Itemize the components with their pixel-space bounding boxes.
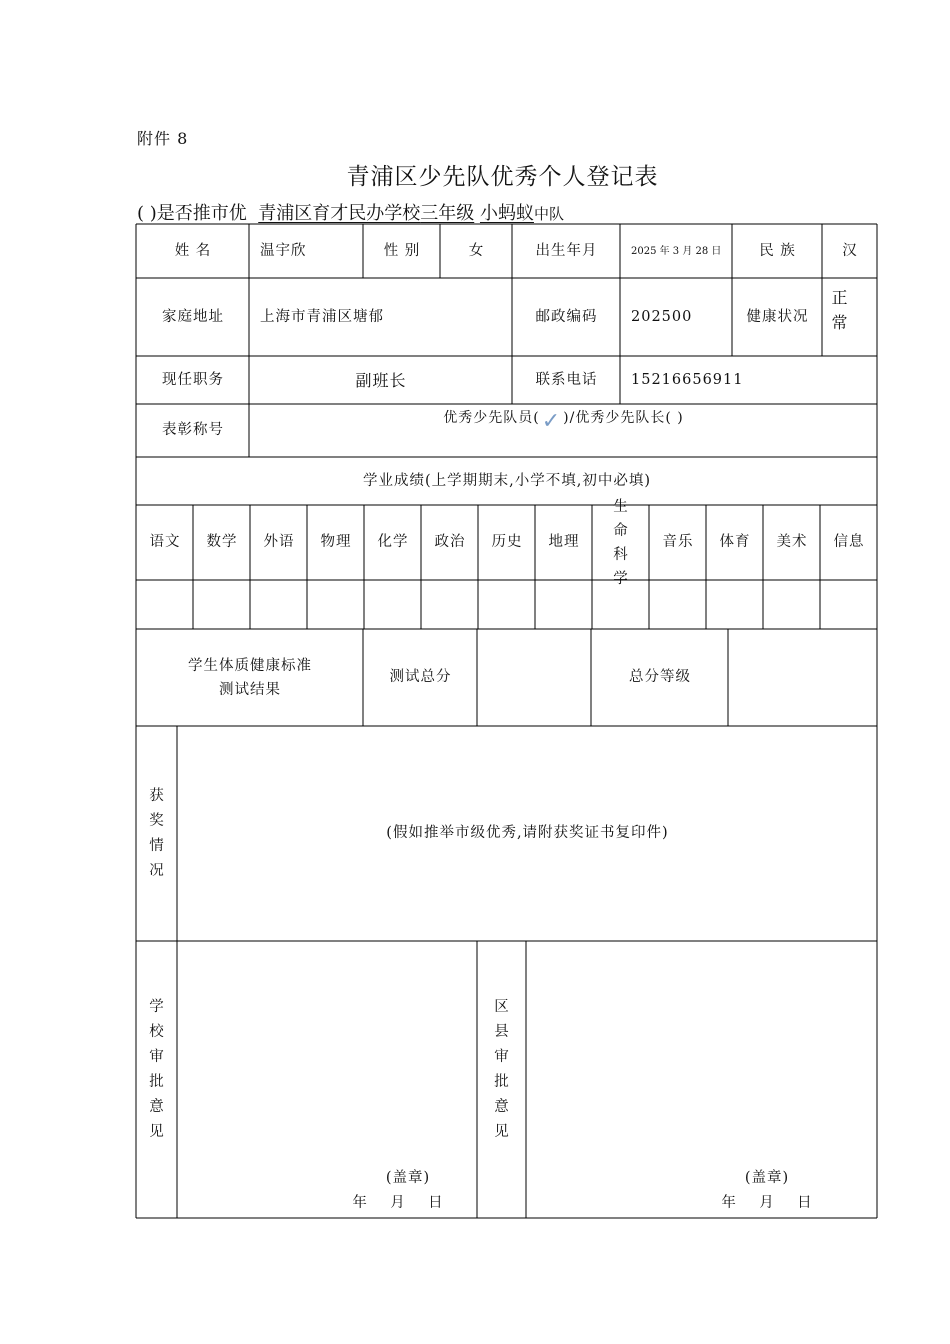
school-approval-char: 意 bbox=[149, 1099, 165, 1115]
squad-name[interactable]: 小蚂蚁 bbox=[479, 203, 534, 224]
grade-cell-art[interactable] bbox=[764, 581, 820, 629]
grade-cell-math[interactable] bbox=[194, 581, 250, 629]
health-label: 健康状况 bbox=[746, 308, 809, 325]
total-grade-field[interactable] bbox=[729, 630, 877, 726]
test-total-field[interactable] bbox=[478, 630, 591, 726]
check-icon: ✓ bbox=[541, 409, 562, 435]
grade-cell-foreign-language[interactable] bbox=[251, 581, 307, 629]
fitness-label bbox=[137, 630, 363, 726]
subject-history: 历史 bbox=[491, 534, 523, 551]
awards-label-char: 获 bbox=[149, 788, 165, 804]
postal-label: 邮政编码 bbox=[535, 308, 598, 325]
school-approval-field[interactable] bbox=[178, 942, 477, 1218]
awards-field[interactable] bbox=[178, 727, 877, 941]
name-field[interactable]: 温宇欣 bbox=[260, 242, 307, 259]
position-field[interactable]: 副班长 bbox=[355, 370, 407, 390]
recommend-prefix: ( )是否推市优 bbox=[137, 203, 247, 224]
grade-cell-history[interactable] bbox=[479, 581, 535, 629]
gender-label: 性 别 bbox=[383, 242, 421, 259]
school-approval-char: 批 bbox=[149, 1074, 165, 1090]
subject-foreign-language: 外语 bbox=[263, 534, 295, 551]
school-name[interactable]: 青浦区育才民办学校 bbox=[258, 203, 421, 224]
awards-note: (假如推举市级优秀,请附获奖证书复印件) bbox=[386, 825, 669, 842]
district-approval-char: 县 bbox=[494, 1024, 510, 1040]
district-approval-char: 区 bbox=[494, 999, 510, 1015]
awards-label bbox=[137, 727, 177, 941]
honor-option-member-end: ) bbox=[563, 409, 570, 426]
form-title: 青浦区少先队优秀个人登记表 bbox=[346, 164, 659, 190]
address-field[interactable]: 上海市青浦区塘郁 bbox=[260, 308, 384, 325]
grade-cell-chinese[interactable] bbox=[137, 581, 193, 629]
grade-cell-chemistry[interactable] bbox=[365, 581, 421, 629]
fitness-label-line2: 测试结果 bbox=[219, 682, 281, 698]
honor-option-member: 优秀少先队员( bbox=[443, 409, 540, 426]
phone-label: 联系电话 bbox=[535, 371, 598, 388]
school-approval-char: 见 bbox=[149, 1124, 165, 1140]
subject-chinese: 语文 bbox=[149, 534, 181, 551]
grade-cell-life-science[interactable] bbox=[593, 581, 649, 629]
district-approval-char: 意 bbox=[494, 1099, 510, 1115]
subject-chemistry: 化学 bbox=[377, 534, 409, 551]
subject-life-science: 生命科学 bbox=[613, 499, 629, 587]
district-approval-char: 批 bbox=[494, 1074, 510, 1090]
squad-suffix: 中队 bbox=[533, 205, 564, 223]
grade-name[interactable]: 三年级 bbox=[420, 203, 475, 224]
name-label: 姓 名 bbox=[174, 242, 212, 259]
subject-geography: 地理 bbox=[548, 534, 580, 551]
subject-music: 音乐 bbox=[662, 534, 694, 551]
position-label: 现任职务 bbox=[162, 371, 224, 388]
school-approval-char: 校 bbox=[149, 1024, 165, 1040]
birth-field[interactable]: 2025 年 3 月 28 日 bbox=[631, 245, 722, 257]
grade-cell-pe[interactable] bbox=[707, 581, 763, 629]
test-total-label: 测试总分 bbox=[389, 669, 452, 686]
total-grade-label: 总分等级 bbox=[629, 669, 691, 686]
subject-pe: 体育 bbox=[719, 534, 751, 551]
district-approval-char: 审 bbox=[494, 1049, 510, 1065]
grade-cell-politics[interactable] bbox=[422, 581, 478, 629]
school-approval-label bbox=[137, 942, 177, 1218]
fitness-label-line1: 学生体质健康标准 bbox=[188, 658, 312, 674]
district-date: 年 月 日 bbox=[721, 1195, 813, 1212]
grades-header: 学业成绩(上学期期末,小学不填,初中必填) bbox=[362, 472, 652, 489]
awards-label-char: 况 bbox=[149, 863, 165, 879]
subject-art: 美术 bbox=[776, 534, 808, 551]
subject-math: 数学 bbox=[206, 534, 238, 551]
subject-physics: 物理 bbox=[320, 534, 352, 551]
school-approval-char: 审 bbox=[149, 1049, 165, 1065]
district-seal: (盖章) bbox=[744, 1170, 790, 1187]
district-approval-field[interactable] bbox=[527, 942, 877, 1218]
attachment-label: 附件 8 bbox=[137, 129, 189, 148]
postal-field[interactable]: 202500 bbox=[631, 308, 693, 325]
phone-field[interactable]: 15216656911 bbox=[631, 371, 744, 388]
grade-cell-geography[interactable] bbox=[536, 581, 592, 629]
subject-it: 信息 bbox=[833, 534, 865, 551]
awards-label-char: 情 bbox=[149, 838, 165, 854]
ethnicity-label: 民 族 bbox=[759, 242, 796, 259]
district-approval-label bbox=[478, 942, 526, 1218]
ethnicity-field[interactable]: 汉 bbox=[842, 242, 858, 259]
birth-label: 出生年月 bbox=[535, 242, 598, 259]
grade-cell-it[interactable] bbox=[821, 581, 877, 629]
honor-option-leader: /优秀少先队长( ) bbox=[569, 409, 684, 426]
gender-field[interactable]: 女 bbox=[468, 242, 485, 259]
district-approval-char: 见 bbox=[494, 1124, 510, 1140]
school-approval-char: 学 bbox=[149, 999, 165, 1015]
grade-cell-music[interactable] bbox=[650, 581, 706, 629]
school-seal: (盖章) bbox=[385, 1170, 431, 1187]
address-label: 家庭地址 bbox=[162, 308, 224, 325]
subject-politics: 政治 bbox=[434, 534, 466, 551]
school-date: 年 月 日 bbox=[352, 1195, 444, 1212]
honor-options[interactable] bbox=[250, 405, 877, 435]
grade-cell-physics[interactable] bbox=[308, 581, 364, 629]
awards-label-char: 奖 bbox=[149, 813, 165, 829]
health-field[interactable]: 正常 bbox=[831, 288, 849, 332]
honor-label: 表彰称号 bbox=[162, 422, 224, 439]
